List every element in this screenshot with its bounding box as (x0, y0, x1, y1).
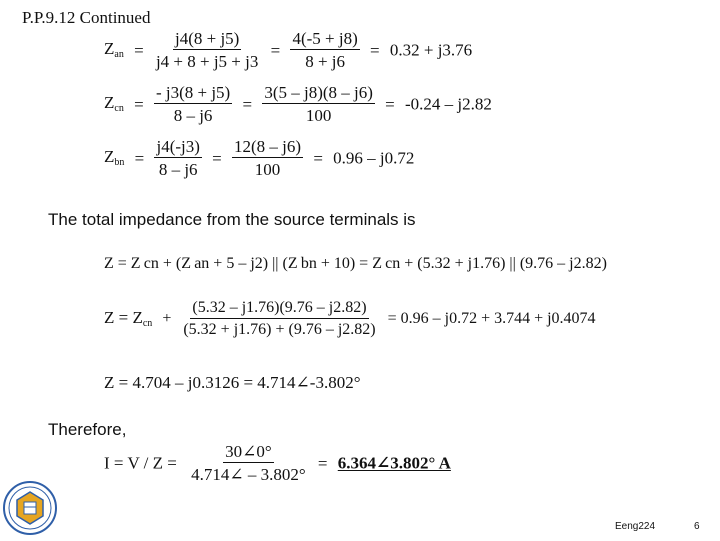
eq3-fraction-1-denominator: 8 – j6 (158, 160, 198, 179)
eq1-fraction-1 (154, 30, 260, 70)
equation-total-impedance: Z = Z cn + (Z an + 5 – j2) || (Z bn + 10) = Z cn + (5.32 + j1.76) || (9.76 – j2.82) (104, 255, 607, 272)
eq3-equals-2: = (212, 148, 222, 168)
eq3-equals-3: = (313, 148, 323, 168)
eq1-result: 0.32 + j3.76 (389, 40, 473, 60)
eq5-rhs: = 0.96 – j0.72 + 3.744 + j0.4074 (387, 310, 596, 327)
eq2-result: -0.24 – j2.82 (405, 94, 492, 114)
eq2-fraction-1-denominator: 8 – j6 (173, 106, 213, 125)
eq2-lhs-sub: cn (114, 103, 124, 114)
eq1-fraction-2 (290, 30, 359, 70)
eq7-equals: = (317, 453, 328, 473)
eq2-equals-3: = (385, 94, 395, 114)
eq7-fraction-denominator: 4.714∠ – 3.802° (191, 465, 306, 484)
eq1-lhs-sub: an (114, 49, 124, 60)
eq5-plus: + (162, 310, 172, 327)
eq3-fraction-2-numerator: 12(8 – j6) (234, 137, 302, 156)
university-logo-icon (2, 480, 58, 536)
eq2-fraction-2 (262, 84, 375, 124)
eq3-fraction-2-denominator: 100 (254, 160, 281, 179)
eq2-equals-2: = (242, 94, 253, 114)
total-impedance-text: The total impedance from the source terminals is (48, 210, 416, 229)
logo-svg (2, 480, 58, 536)
equation-z-result: Z = 4.704 – j0.3126 = 4.714∠-3.802° (104, 373, 361, 392)
equation-z-an (104, 30, 472, 70)
eq7-fraction-numerator: 30∠0° (225, 442, 272, 461)
footer-course-code: Eeng224 (615, 521, 656, 532)
eq5-fraction (181, 300, 377, 338)
eq3-result: 0.96 – j0.72 (333, 148, 415, 168)
eq1-fraction-1-denominator: j4 + 8 + j5 + j3 (155, 52, 259, 71)
equation-z-cn (104, 84, 492, 124)
eq2-fraction-2-denominator: 100 (305, 106, 332, 125)
eq3-lhs-sub: bn (114, 157, 125, 168)
slide-title: P.P.9.12 Continued (22, 8, 151, 27)
eq2-fraction-2-numerator: 3(5 – j8)(8 – j6) (264, 83, 373, 102)
eq2-fraction-1 (154, 84, 232, 124)
equation-current (104, 443, 451, 483)
eq7-lhs: I = V / Z = (104, 453, 177, 473)
footer-page-number: 6 (694, 521, 700, 532)
eq3-fraction-1 (154, 138, 201, 178)
eq2-equals-1: = (134, 94, 144, 114)
eq7-fraction (189, 443, 308, 483)
eq2-lhs: Z (104, 93, 115, 112)
eq1-equals-3: = (370, 40, 380, 60)
eq5-fraction-numerator: (5.32 – j1.76)(9.76 – j2.82) (190, 300, 368, 319)
eq3-fraction-1-numerator: j4(-j3) (156, 137, 200, 156)
eq1-equals-2: = (270, 40, 281, 60)
eq1-fraction-1-numerator: j4(8 + j5) (174, 29, 240, 48)
eq3-lhs: Z (104, 147, 115, 166)
eq3-equals-1: = (134, 148, 145, 168)
eq2-fraction-1-numerator: - j3(8 + j5) (155, 83, 231, 102)
eq5-lhs-sub: cn (142, 318, 153, 329)
eq3-fraction-2 (232, 138, 303, 178)
therefore-text: Therefore, (48, 420, 127, 439)
eq7-result: 6.364∠3.802° A (337, 453, 451, 473)
equation-z-bn (104, 138, 414, 178)
eq1-fraction-2-numerator: 4(-5 + j8) (292, 29, 358, 48)
eq5-lhs: Z = Z (104, 308, 143, 327)
eq1-equals-1: = (134, 40, 144, 60)
eq1-lhs: Z (104, 39, 115, 58)
eq5-fraction-denominator: (5.32 + j1.76) + (9.76 – j2.82) (183, 321, 376, 338)
equation-parallel-combination (104, 300, 602, 338)
eq1-fraction-2-denominator: 8 + j6 (305, 52, 346, 71)
